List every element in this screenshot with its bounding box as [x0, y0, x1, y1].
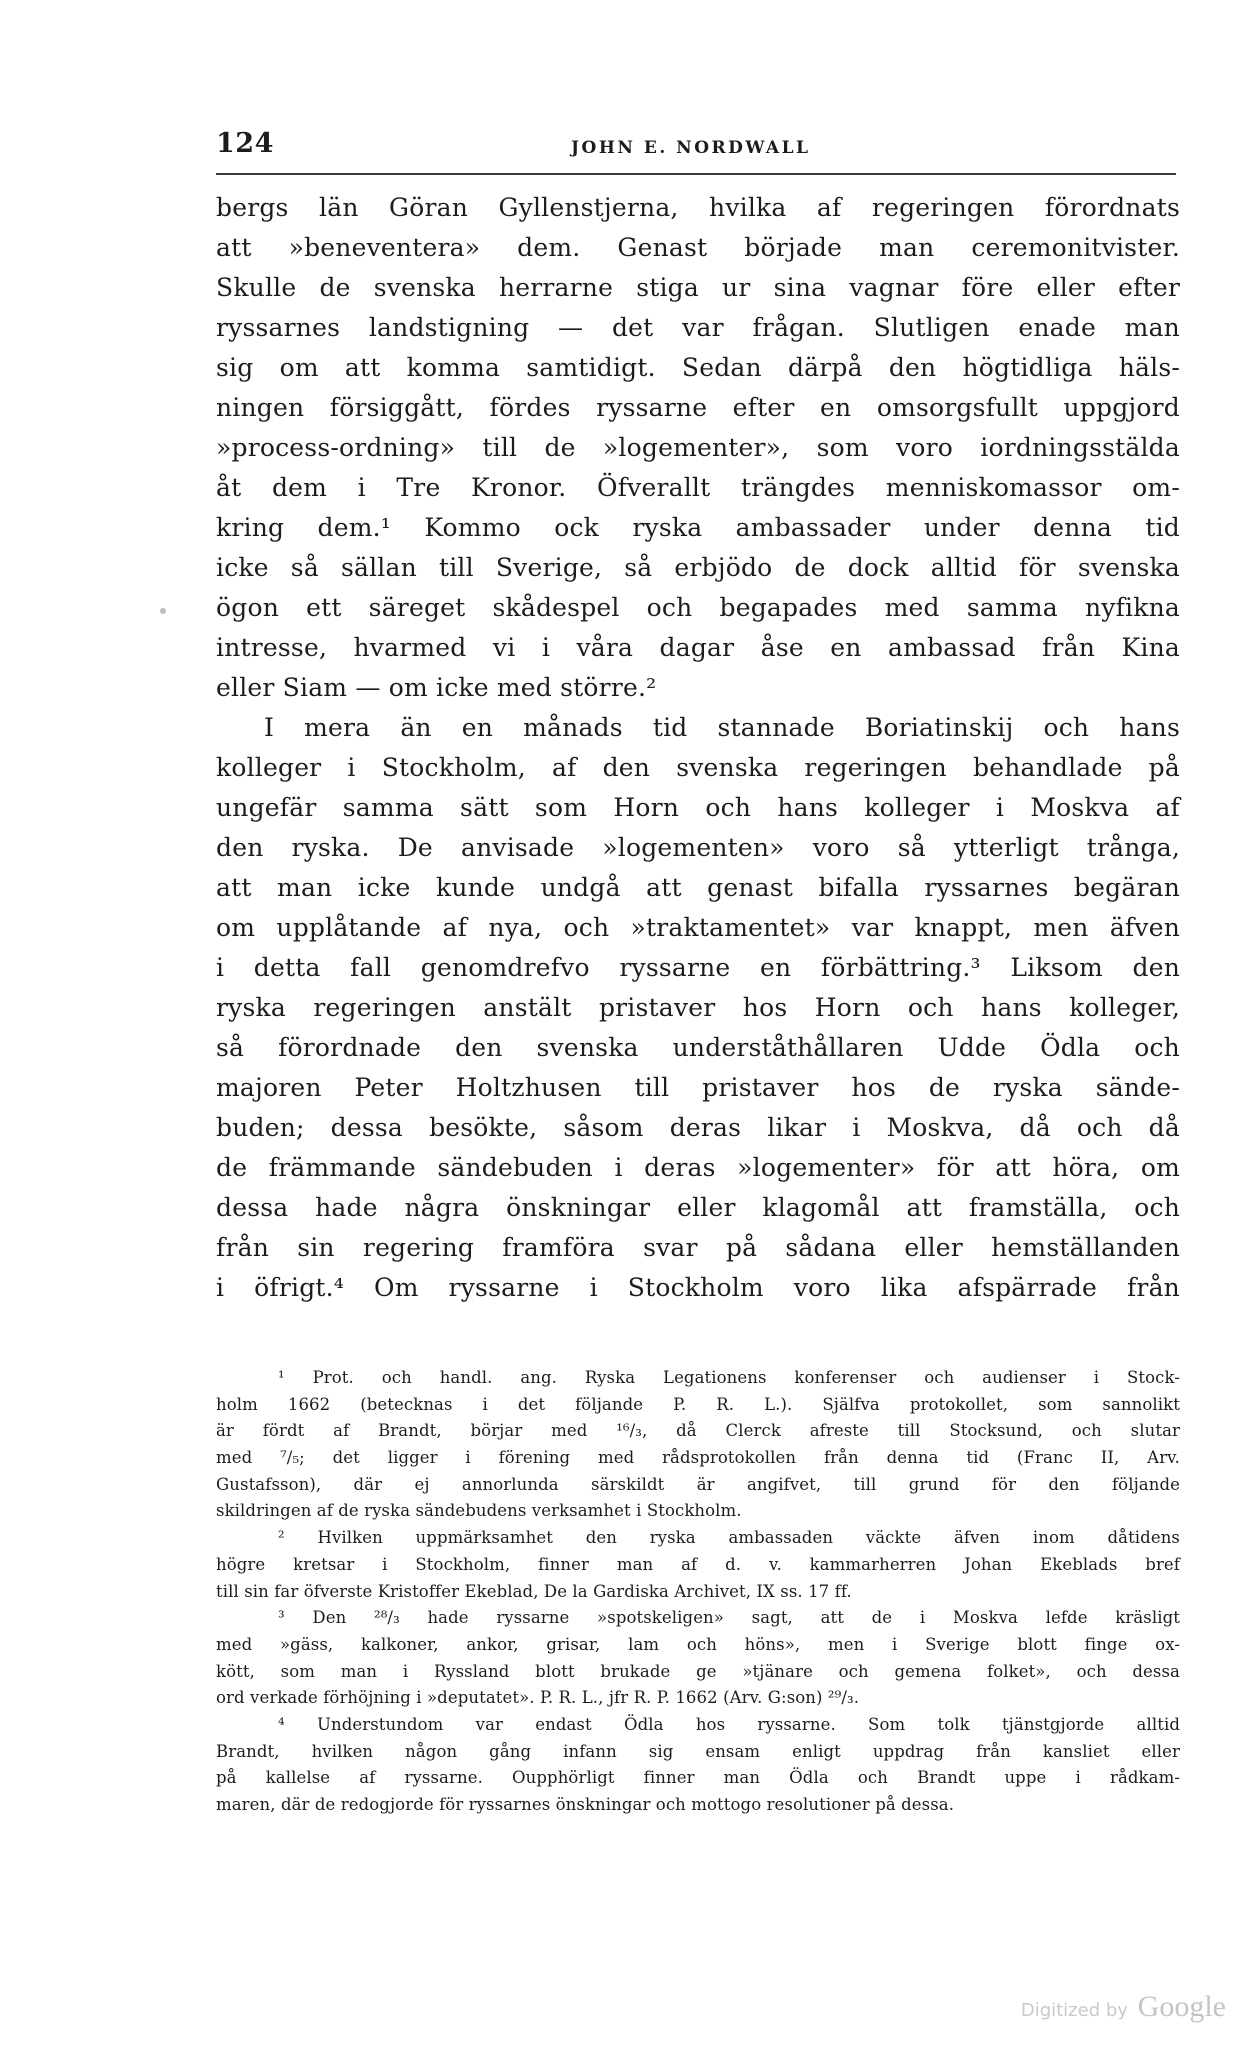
running-head: JOHN E. NORDWALL: [571, 138, 811, 158]
body-line: Skulle de svenska herrarne stiga ur sina vagnar före eller efter: [216, 273, 1180, 302]
footnote-line: med ⁷/₅; det ligger i förening med rådsprotokollen från denna tid (Franc II, Arv.: [216, 1448, 1180, 1468]
margin-speck: [160, 608, 166, 614]
body-line: om upplåtande af nya, och »traktamentet» var knappt, men äfven: [216, 913, 1180, 942]
footnote-line: maren, där de redogjorde för ryssarnes önskningar och mottogo resolutioner på dessa.: [216, 1795, 955, 1814]
footnote-line: ³ Den ²⁸/₃ hade ryssarne »spotskeligen» sagt, att de i Moskva lefde kräsligt: [278, 1608, 1180, 1628]
body-line: från sin regering framföra svar på sådana eller hemställanden: [216, 1233, 1180, 1262]
footnote-line: kött, som man i Ryssland blott brukade ge »tjänare och gemena folket», och dessa: [216, 1661, 1180, 1681]
footnote-line: Brandt, hvilken någon gång infann sig ensam enligt uppdrag från kansliet eller: [216, 1741, 1180, 1761]
body-line: »process-ordning» till de »logementer», som voro iordningsstälda: [216, 433, 1180, 462]
body-line: eller Siam — om icke med större.²: [216, 673, 657, 702]
footnote-line: holm 1662 (betecknas i det följande P. R. L.). Själfva protokollet, som sannolikt: [216, 1394, 1180, 1414]
body-line: ryska regeringen anstält pristaver hos Horn och hans kolleger,: [216, 993, 1180, 1022]
footnote-line: med »gäss, kalkoner, ankor, grisar, lam och höns», men i Sverige blott finge ox-: [216, 1634, 1180, 1654]
footnote-line: är fördt af Brandt, börjar med ¹⁶/₃, då Clerck afreste till Stocksund, och slutar: [216, 1421, 1180, 1441]
body-line: ögon ett säreget skådespel och begapades med samma nyfikna: [216, 593, 1180, 622]
footnote-line: ord verkade förhöjning i »deputatet». P. R. L., jfr R. P. 1662 (Arv. G:son) ²⁹/₃.: [216, 1688, 860, 1708]
body-line: att man icke kunde undgå att genast bifalla ryssarnes begäran: [216, 873, 1180, 902]
watermark-brand: Google: [1137, 1990, 1226, 2023]
body-line: kring dem.¹ Kommo ock ryska ambassader under denna tid: [216, 513, 1180, 542]
footnote-line: ¹ Prot. och handl. ang. Ryska Legationens konferenser och audienser i Stock-: [278, 1368, 1180, 1387]
body-line: majoren Peter Holtzhusen till pristaver hos de ryska sände-: [216, 1073, 1180, 1102]
body-line: i detta fall genomdrefvo ryssarne en förbättring.³ Liksom den: [216, 953, 1180, 982]
body-line: sig om att komma samtidigt. Sedan därpå den högtidliga häls-: [216, 353, 1180, 382]
body-line: i öfrigt.⁴ Om ryssarne i Stockholm voro lika afspärrade från: [216, 1273, 1180, 1302]
body-line: ningen försiggått, fördes ryssarne efter en omsorgsfullt uppgjord: [216, 393, 1180, 422]
digitization-watermark: [1021, 1990, 1226, 2024]
body-line: intresse, hvarmed vi i våra dagar åse en ambassad från Kina: [216, 633, 1180, 662]
body-line: att »beneventera» dem. Genast började man ceremonitvister.: [216, 233, 1180, 262]
header-rule: [216, 173, 1176, 175]
page-header: [216, 128, 1178, 168]
body-line: de främmande sändebuden i deras »logementer» för att höra, om: [216, 1153, 1180, 1182]
body-line: dessa hade några önskningar eller klagomål att framställa, och: [216, 1193, 1180, 1222]
body-line: ryssarnes landstigning — det var frågan. Slutligen enade man: [216, 313, 1180, 342]
footnotes: [216, 1365, 1180, 1819]
body-line: kolleger i Stockholm, af den svenska regeringen behandlade på: [216, 753, 1180, 782]
body-line: den ryska. De anvisade »logementen» voro så ytterligt trånga,: [216, 833, 1180, 862]
footnote-line: skildringen af de ryska sändebudens verksamhet i Stockholm.: [216, 1501, 742, 1521]
footnote-line: på kallelse af ryssarne. Oupphörligt finner man Ödla och Brandt uppe i rådkam-: [216, 1768, 1180, 1788]
footnote-line: ² Hvilken uppmärksamhet den ryska ambassaden väckte äfven inom dåtidens: [278, 1528, 1180, 1548]
body-line: så förordnade den svenska underståthållaren Udde Ödla och: [216, 1033, 1180, 1062]
footnote-line: ⁴ Understundom var endast Ödla hos ryssarne. Som tolk tjänstgjorde alltid: [278, 1714, 1180, 1734]
body-line: ungefär samma sätt som Horn och hans kolleger i Moskva af: [216, 793, 1180, 822]
body-text: [216, 188, 1180, 1308]
page-number: 124: [216, 128, 274, 159]
body-line: icke så sällan till Sverige, så erbjödo de dock alltid för svenska: [216, 553, 1180, 582]
footnote-line: högre kretsar i Stockholm, finner man af d. v. kammarherren Johan Ekeblads bref: [216, 1554, 1180, 1574]
body-line: åt dem i Tre Kronor. Öfverallt trängdes menniskomassor om-: [216, 473, 1180, 502]
footnote-line: till sin far öfverste Kristoffer Ekeblad, De la Gardiska Archivet, IX ss. 17 ff.: [216, 1581, 852, 1601]
body-line: bergs län Göran Gyllenstjerna, hvilka af regeringen förordnats: [216, 193, 1180, 222]
body-line: I mera än en månads tid stannade Boriatinskij och hans: [264, 713, 1180, 742]
footnote-line: Gustafsson), där ej annorlunda särskildt är angifvet, till grund för den följande: [216, 1474, 1180, 1494]
watermark-prefix: Digitized by: [1020, 2000, 1128, 2021]
body-line: buden; dessa besökte, såsom deras likar i Moskva, då och då: [216, 1113, 1180, 1142]
